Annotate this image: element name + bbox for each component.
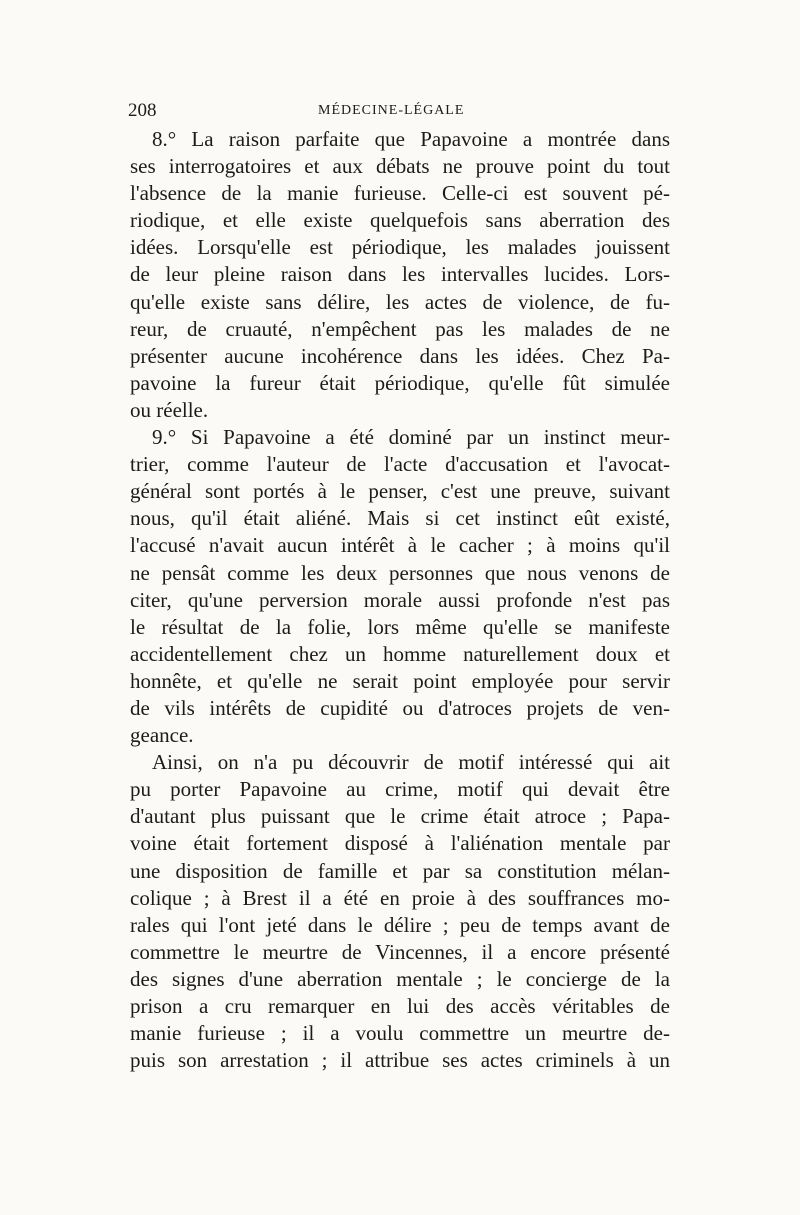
text-line: puis son arrestation ; il attribue ses actes criminels à un [130,1048,670,1073]
text-line: une disposition de famille et par sa constitution mélan- [130,858,670,883]
text-line: l'absence de la manie furieuse. Celle-ci est souvent pé- [130,181,670,206]
text-line: 9.° Si Papavoine a été dominé par un instinct meur- [152,425,670,450]
text-line: voine était fortement disposé à l'aliénation mentale par [130,831,670,856]
text-line: 8.° La raison parfaite que Papavoine a montrée dans [152,127,670,151]
text-line: qu'elle existe sans délire, les actes de violence, de fu- [130,289,670,314]
text-line: ou réelle. [130,397,209,422]
text-line: reur, de cruauté, n'empêchent pas les malades de ne [130,316,670,341]
text-line: présenter aucune incohérence dans les idées. Chez Pa- [130,343,670,368]
text-line: commettre le meurtre de Vincennes, il a encore présenté [130,939,670,964]
text-line: d'autant plus puissant que le crime était atroce ; Papa- [130,804,670,829]
text-line: rales qui l'ont jeté dans le délire ; peu de temps avant de [130,912,670,937]
text-line: idées. Lorsqu'elle est périodique, les malades jouissent [130,235,670,260]
text-line: pu porter Papavoine au crime, motif qui devait être [130,777,670,802]
text-line: accidentellement chez un homme naturellement doux et [130,641,670,666]
text-line: de leur pleine raison dans les intervalles lucides. Lors- [130,262,670,287]
body-text [130,126,670,1074]
text-line: pavoine la fureur était périodique, qu'elle fût simulée [130,370,670,395]
text-line: prison a cru remarquer en lui des accès véritables de [130,994,670,1018]
text-line: colique ; à Brest il a été en proie à des souffrances mo- [130,885,670,910]
text-line: honnête, et qu'elle ne serait point employée pour servir [130,668,670,693]
text-line: Ainsi, on n'a pu découvrir de motif intéressé qui ait [152,750,670,775]
text-line: ne pensât comme les deux personnes que nous venons de [130,560,670,585]
text-line: ses interrogatoires et aux débats ne prouve point du tout [130,154,670,179]
text-line: riodique, et elle existe quelquefois sans aberration des [130,208,670,233]
running-title: MÉDECINE-LÉGALE [318,103,465,118]
text-line: le résultat de la folie, lors même qu'elle se manifeste [130,614,670,639]
text-line: geance. [130,723,194,748]
text-line: trier, comme l'auteur de l'acte d'accusation et l'avocat- [130,452,670,477]
text-line: l'accusé n'avait aucun intérêt à le cacher ; à moins qu'il [130,533,670,558]
page-header [128,100,668,124]
text-line: des signes d'une aberration mentale ; le concierge de la [130,966,670,991]
text-line: général sont portés à le penser, c'est une preuve, suivant [130,479,670,504]
page-number: 208 [128,100,157,121]
text-line: nous, qu'il était aliéné. Mais si cet instinct eût existé, [130,506,670,531]
text-line: citer, qu'une perversion morale aussi profonde n'est pas [130,587,670,612]
text-line: manie furieuse ; il a voulu commettre un meurtre de- [130,1021,670,1046]
text-line: de vils intérêts de cupidité ou d'atroces projets de ven- [130,695,670,720]
